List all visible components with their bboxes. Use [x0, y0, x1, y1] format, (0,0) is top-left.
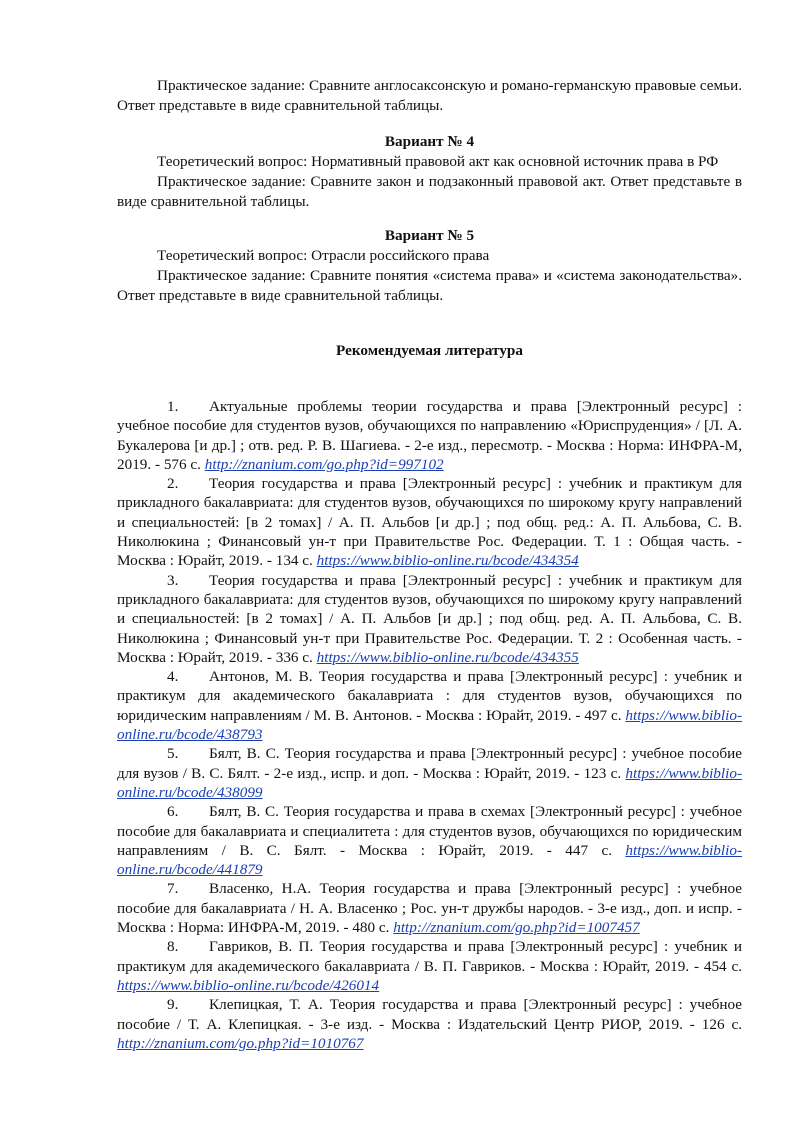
- reference-number: 1.: [167, 398, 179, 415]
- reference-item: [117, 474, 742, 570]
- reference-text: Бялт, В. С. Теория государства и права в схемах [Электронный ресурс] : учебное пособие для бакалавриата и специалитета : для студентов вузов, обучающихся по юридическим направлениям / В. С. Бялт. - Москва : Юрайт, 2019. - 447 с.: [117, 803, 742, 859]
- reference-text: Бялт, В. С. Теория государства и права [Электронный ресурс] : учебное пособие для вузов / В. С. Бялт. - 2-е изд., испр. и доп. - Москва : Юрайт, 2019. - 123 с.: [117, 745, 742, 782]
- reference-link[interactable]: http://znanium.com/go.php?id=1007457: [393, 919, 640, 937]
- reference-number: 9.: [167, 996, 179, 1014]
- reference-text: Власенко, Н.А. Теория государства и права [Электронный ресурс] : учебное пособие для бакалавриата / Н. А. Власенко ; Рос. ун-т дружбы народов. - 3-е изд., доп. и испр. - Москва : Норма: ИНФРА-М, 2019. - 480 с.: [117, 880, 742, 937]
- reference-link[interactable]: https://www.biblio-online.ru/bcode/426014: [117, 976, 380, 994]
- reference-text: Теория государства и права [Электронный ресурс] : учебник и практикум для прикладного бакалавриата: для студентов вузов, обучающихся по широкому кругу направлений и специальностей: [в 2 томах] / А. П. Альбов [и др.] ; под общ. ред.: А. П. Альбова, С. В. Николюкина ; Финансовый ун-т при Правительстве Рос. Федерации. Т. 1 : Общая часть. - Москва : Юрайт, 2019. - 134 с.: [117, 475, 742, 570]
- variant-4-theory: Теоретический вопрос: Нормативный правовой акт как основной источник права в РФ: [157, 153, 719, 170]
- variant-5: [117, 226, 742, 306]
- variant-4-practical: Практическое задание: Сравните закон и подзаконный правовой акт. Ответ представьте в виде сравнительной таблицы.: [117, 173, 742, 210]
- literature-title: Рекомендуемая литература: [336, 342, 523, 359]
- reference-item: [117, 802, 742, 879]
- reference-number: 8.: [167, 938, 179, 956]
- variant-4: [117, 132, 742, 212]
- reference-link[interactable]: http://znanium.com/go.php?id=1010767: [117, 1034, 364, 1052]
- reference-item: [117, 937, 742, 995]
- reference-text: Теория государства и права [Электронный ресурс] : учебник и практикум для прикладного бакалавриата: для студентов вузов, обучающихся по широкому кругу направлений и специальностей: [в 2 томах] / А. П. Альбов [и др.] ; под общ. ред. А. П. Альбова, С. В. Николюкина ; Финансовый ун-т при Правительстве Рос. Федерации. Т. 2 : Особенная часть. - Москва : Юрайт, 2019. - 336 с.: [117, 571, 742, 666]
- reference-item: [117, 879, 742, 937]
- reference-text: Антонов, М. В. Теория государства и права [Электронный ресурс] : учебник и практикум для академического бакалавриата : для студентов вузов, обучающихся по юридическим направлениям / М. В. Антонов. - Москва : Юрайт, 2019. - 497 с.: [117, 668, 742, 724]
- reference-link[interactable]: https://www.biblio-online.ru/bcode/438099: [117, 764, 742, 801]
- section1: [117, 76, 742, 116]
- reference-item: [117, 744, 742, 802]
- variant-4-title: Вариант № 4: [384, 133, 475, 150]
- variant-5-practical: Практическое задание: Сравните понятия «система права» и «система законодательства». Ответ представьте в виде сравнительной таблицы.: [117, 267, 742, 304]
- variant-5-title: Вариант № 5: [384, 227, 475, 244]
- reference-text: Актуальные проблемы теории государства и права [Электронный ресурс] : учебное пособие для студентов вузов, обучающихся по направлению «Юриспруденция» / [Л. А. Букалерова [и др.] ; отв. ред. Р. В. Шагиева. - 2-е изд., пересмотр. - Москва : Норма: ИНФРА-М, 2019. - 576 с.: [117, 398, 742, 473]
- reference-number: 5.: [167, 745, 179, 763]
- reference-number: 6.: [167, 803, 179, 821]
- reference-link[interactable]: https://www.biblio-online.ru/bcode/441879: [117, 841, 742, 879]
- reference-item: [117, 667, 742, 744]
- practical-task-paragraph: Практическое задание: Сравните англосаксонскую и романо-германскую правовые семьи. Ответ представьте в виде сравнительной таблицы.: [117, 77, 742, 114]
- literature-list: [117, 397, 742, 1053]
- reference-link[interactable]: https://www.biblio-online.ru/bcode/434354: [316, 552, 579, 570]
- reference-link[interactable]: https://www.biblio-online.ru/bcode/434355: [316, 648, 579, 666]
- reference-text: Клепицкая, Т. А. Теория государства и права [Электронный ресурс] : учебное пособие / Т. А. Клепицкая. - 3-е изд. - Москва : Издательский Центр РИОР, 2019. - 126 с.: [117, 996, 742, 1033]
- reference-item: [117, 571, 742, 667]
- reference-item: [117, 995, 742, 1053]
- reference-link[interactable]: https://www.biblio-online.ru/bcode/438793: [117, 706, 742, 744]
- reference-item: [117, 397, 742, 474]
- reference-number: 2.: [167, 475, 179, 493]
- reference-text: Гавриков, В. П. Теория государства и права [Электронный ресурс] : учебник и практикум для академического бакалавриата / В. П. Гавриков. - Москва : Юрайт, 2019. - 454 с.: [117, 938, 742, 975]
- reference-number: 4.: [167, 668, 179, 686]
- reference-number: 7.: [167, 880, 179, 898]
- reference-number: 3.: [167, 571, 179, 589]
- reference-link[interactable]: http://znanium.com/go.php?id=997102: [204, 455, 444, 473]
- variant-5-theory: Теоретический вопрос: Отрасли российского права: [157, 247, 490, 264]
